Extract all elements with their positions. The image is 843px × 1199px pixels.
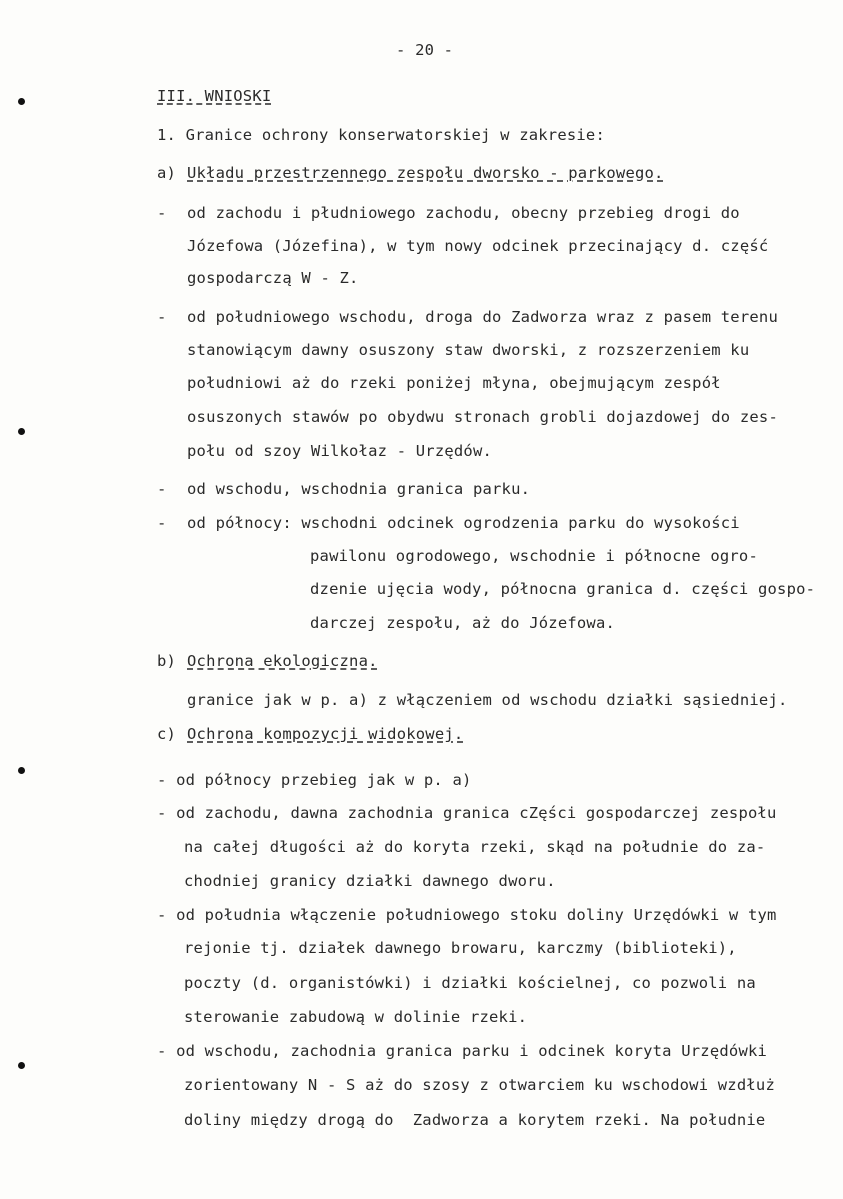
text-line: darczej zespołu, aż do Józefowa. [310, 614, 616, 632]
item-a-title: Układu przestrzennego zespołu dworsko - parkowego. [187, 164, 664, 182]
item-a-label: a) [157, 164, 177, 182]
item-c-label: c) [157, 725, 177, 743]
punch-hole [18, 767, 25, 774]
text-line: pawilonu ogrodowego, wschodnie i północne ogro- [310, 547, 758, 565]
punch-hole [18, 428, 25, 435]
text-line: zorientowany N - S aż do szosy z otwarciem ku wschodowi wzdłuż [184, 1076, 775, 1094]
text-line: od wschodu, wschodnia granica parku. [187, 480, 531, 498]
text-line: poczty (d. organistówki) i działki kościelnej, co pozwoli na [184, 974, 756, 992]
dash: - [157, 480, 167, 498]
text-line: od północy: wschodni odcinek ogrodzenia parku do wysokości [187, 514, 740, 532]
page-number: - 20 - [396, 41, 454, 59]
item-b-label: b) [157, 652, 177, 670]
text-line: osuszonych stawów po obydwu stronach grobli dojazdowej do zes- [187, 408, 778, 426]
text-line: od południowego wschodu, droga do Zadworza wraz z pasem terenu [187, 308, 778, 326]
text-line: rejonie tj. działek dawnego browaru, karczmy (biblioteki), [184, 939, 737, 957]
dash: - [157, 514, 167, 532]
dash: - [157, 204, 167, 222]
punch-hole [18, 1062, 25, 1069]
text-line: na całej długości aż do koryta rzeki, skąd na południe do za- [184, 838, 766, 856]
text-line: - od północy przebieg jak w p. a) [157, 771, 472, 789]
text-line: - od wschodu, zachodnia granica parku i odcinek koryta Urzędówki [157, 1042, 768, 1060]
text-line: południowi aż do rzeki poniżej młyna, obejmującym zespół [187, 374, 721, 392]
punch-hole [18, 98, 25, 105]
text-line: doliny między drogą do Zadworza a korytem rzeki. Na południe [184, 1111, 766, 1129]
text-line: chodniej granicy działki dawnego dworu. [184, 872, 556, 890]
text-line: dzenie ujęcia wody, północna granica d. części gospo- [310, 580, 816, 598]
text-line: - od zachodu, dawna zachodnia granica cZęści gospodarczej zespołu [157, 804, 777, 822]
item-c-title: Ochrona kompozycji widokowej. [187, 725, 464, 743]
text-line: - od południa włączenie południowego stoku doliny Urzędówki w tym [157, 906, 777, 924]
item-b-text: granice jak w p. a) z włączeniem od wschodu działki sąsiedniej. [187, 691, 788, 709]
text-line: stanowiącym dawny osuszony staw dworski, z rozszerzeniem ku [187, 341, 750, 359]
section-heading: III. WNIOSKI [157, 87, 272, 105]
dash: - [157, 308, 167, 326]
item-1: 1. Granice ochrony konserwatorskiej w zakresie: [157, 126, 605, 144]
text-line: gospodarczą W - Z. [187, 269, 359, 287]
text-line: sterowanie zabudową w dolinie rzeki. [184, 1008, 528, 1026]
text-line: Józefowa (Józefina), w tym nowy odcinek przecinający d. część [187, 237, 769, 255]
text-line: od zachodu i płudniowego zachodu, obecny przebieg drogi do [187, 204, 740, 222]
item-b-title: Ochrona ekologiczna. [187, 652, 378, 670]
text-line: połu od szoy Wilkołaz - Urzędów. [187, 442, 493, 460]
